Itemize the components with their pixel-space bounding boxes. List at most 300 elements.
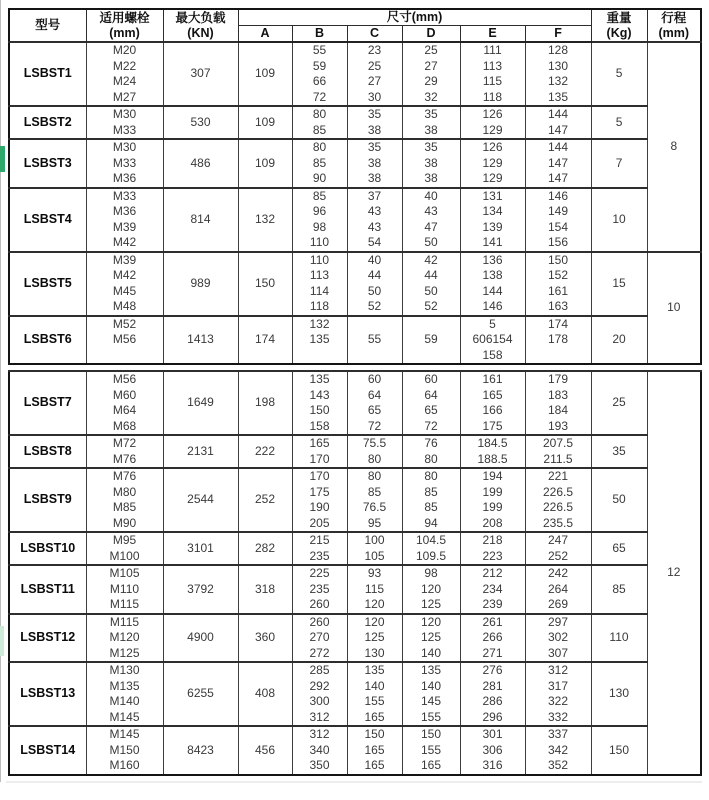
cell-line: 260 xyxy=(309,597,330,611)
cell-line: 165 xyxy=(482,387,503,402)
dim-a-cell xyxy=(238,468,292,532)
cell-line: M42 xyxy=(112,235,137,249)
dim-d-cell xyxy=(402,316,460,365)
cell-line: 165 xyxy=(420,758,442,772)
cell-line: 136 xyxy=(482,252,503,267)
cell-line: 50 xyxy=(367,283,382,298)
cell-line: 989 xyxy=(190,275,211,290)
dim-c-cell xyxy=(347,252,402,316)
cell-line: 149 xyxy=(548,204,569,218)
weight-cell xyxy=(591,662,647,726)
cell-line: 6255 xyxy=(187,686,214,701)
cell-line: 135 xyxy=(309,332,330,346)
cell-line: LSBST3 xyxy=(23,155,72,170)
cell-line: 132 xyxy=(254,211,276,226)
cell-line: 252 xyxy=(254,492,276,507)
table-row xyxy=(9,435,701,468)
dim-e-cell xyxy=(460,188,525,252)
dim-c-cell xyxy=(347,614,402,663)
cell-line: M33 xyxy=(112,122,137,137)
cell-line: 234 xyxy=(482,581,503,596)
cell-line: M68 xyxy=(112,418,137,433)
cell-line: 235 xyxy=(309,581,330,596)
cell-line: 155 xyxy=(420,742,442,757)
cell-line: 135 xyxy=(364,663,385,677)
dim-f-cell xyxy=(525,316,591,365)
window-edge-line xyxy=(0,0,1,782)
cell-line: 194 xyxy=(482,469,503,483)
cell-line: 486 xyxy=(190,155,211,170)
cell-line: 179 xyxy=(547,372,569,386)
dim-f-cell xyxy=(525,614,591,663)
model-cell xyxy=(9,532,86,565)
cell-line: 252 xyxy=(547,548,569,563)
cell-line: M135 xyxy=(109,678,140,693)
cell-line: 120 xyxy=(364,614,385,629)
cell-line: 235.5 xyxy=(542,515,574,530)
cell-line: 113 xyxy=(309,268,330,282)
cell-line: 183 xyxy=(547,387,569,402)
dim-a-cell xyxy=(238,435,292,468)
col-header-load-unit: (KN) xyxy=(187,25,214,40)
cell-line: 64 xyxy=(424,387,438,402)
load-cell xyxy=(163,435,238,468)
cell-line: 312 xyxy=(547,663,569,677)
dim-a-cell xyxy=(238,726,292,775)
cell-line: LSBST12 xyxy=(20,630,76,644)
cell-line: 3792 xyxy=(187,581,214,596)
cell-line: 110 xyxy=(309,235,330,249)
cell-line: 140 xyxy=(420,645,442,660)
cell-line: 38 xyxy=(367,155,382,170)
cell-line: 175 xyxy=(482,418,503,433)
cell-line: 155 xyxy=(364,694,385,708)
cell-line: M140 xyxy=(109,694,140,708)
cell-line: 163 xyxy=(548,299,569,313)
cell-line: 80 xyxy=(424,469,438,483)
dim-c-cell xyxy=(347,139,402,188)
cell-line: 59 xyxy=(424,332,438,346)
cell-line: 226.5 xyxy=(542,500,574,514)
cell-line: 44 xyxy=(367,268,382,282)
cell-line: LSBST13 xyxy=(20,686,76,701)
model-cell xyxy=(9,371,86,435)
cell-line: 235 xyxy=(309,548,330,563)
table-row xyxy=(9,371,701,435)
cell-line: 109.5 xyxy=(415,548,447,563)
cell-line: 215 xyxy=(309,533,330,547)
cell-line: 80 xyxy=(312,140,327,154)
cell-line: 52 xyxy=(424,299,438,313)
spec-table-wrapper xyxy=(8,8,700,776)
cell-line: 360 xyxy=(254,630,276,644)
load-cell xyxy=(163,316,238,365)
cell-line: 72 xyxy=(312,89,327,104)
bolt-cell xyxy=(86,371,163,435)
weight-cell xyxy=(591,316,647,365)
cell-line: 272 xyxy=(309,645,330,660)
cell-line: 166 xyxy=(482,403,503,417)
cell-line: 165 xyxy=(364,742,385,757)
cell-line: 96 xyxy=(312,204,327,218)
cell-line: 32 xyxy=(424,89,438,104)
cell-line: 129 xyxy=(482,155,503,170)
cell-line: 5 xyxy=(489,316,496,331)
cell-line: 52 xyxy=(367,299,382,313)
dim-e-cell xyxy=(460,565,525,614)
dim-a-cell xyxy=(238,565,292,614)
cell-line: 93 xyxy=(367,566,382,580)
col-header-stroke-label: 行程 xyxy=(661,10,687,25)
model-cell xyxy=(9,468,86,532)
bolt-cell xyxy=(86,188,163,252)
dim-d-cell xyxy=(402,662,460,726)
cell-line: 281 xyxy=(482,678,503,693)
cell-line: LSBST8 xyxy=(23,443,72,458)
cell-line: 132 xyxy=(548,74,569,88)
cell-line: 270 xyxy=(309,630,330,644)
cell-line: LSBST11 xyxy=(20,581,75,596)
cell-line: 146 xyxy=(482,299,503,313)
cell-line: 211.5 xyxy=(543,451,573,466)
cell-line: 38 xyxy=(424,155,438,170)
cell-line: 125 xyxy=(364,630,385,644)
cell-line: 129 xyxy=(482,171,503,185)
cell-line: 261 xyxy=(482,614,503,629)
cell-line: 198 xyxy=(254,395,276,410)
bolt-cell xyxy=(86,726,163,775)
cell-line: 25 xyxy=(367,58,382,73)
cell-line: LSBST4 xyxy=(23,211,72,226)
cell-line: 150 xyxy=(548,252,569,267)
table-row xyxy=(9,468,701,532)
cell-line: 282 xyxy=(254,540,276,555)
cell-line: 109 xyxy=(254,66,276,81)
cell-line: 114 xyxy=(309,283,330,298)
dim-f-cell xyxy=(525,565,591,614)
cell-line: 125 xyxy=(420,630,442,644)
cell-line: 85 xyxy=(424,500,438,514)
cell-line: M22 xyxy=(112,58,137,73)
col-header-model xyxy=(9,9,86,42)
cell-line: M64 xyxy=(112,403,137,417)
table-header xyxy=(9,9,701,42)
cell-line: 352 xyxy=(547,758,569,772)
cell-line: 54 xyxy=(367,235,382,249)
cell-line: 50 xyxy=(424,283,438,298)
dim-a-cell xyxy=(238,532,292,565)
cell-line: M120 xyxy=(109,630,140,644)
cell-line: 175 xyxy=(309,484,330,499)
cell-line: M115 xyxy=(109,614,140,629)
cell-line: 218 xyxy=(482,533,503,547)
model-cell xyxy=(9,565,86,614)
table-body-section-1 xyxy=(9,42,701,364)
row-highlight-marker-light-green xyxy=(0,626,4,656)
bolt-cell xyxy=(86,662,163,726)
cell-line: M145 xyxy=(109,709,140,724)
col-header-dim-a: A xyxy=(238,26,292,43)
weight-cell xyxy=(591,614,647,663)
dim-c-cell xyxy=(347,435,402,468)
cell-line: 1413 xyxy=(187,332,214,346)
cell-line: 222 xyxy=(254,443,276,458)
cell-line: 155 xyxy=(420,709,442,724)
cell-line: 135 xyxy=(309,372,330,386)
dim-d-cell xyxy=(402,468,460,532)
dim-e-cell xyxy=(460,614,525,663)
cell-line xyxy=(348,317,402,333)
cell-line: 5 xyxy=(615,114,623,129)
cell-line: 150 xyxy=(608,742,630,757)
cell-line: M30 xyxy=(112,107,137,121)
cell-line: 165 xyxy=(364,709,385,724)
dim-a-cell xyxy=(238,188,292,252)
load-cell xyxy=(163,371,238,435)
cell-line: M39 xyxy=(112,219,137,234)
weight-cell xyxy=(591,468,647,532)
cell-line: 269 xyxy=(547,597,569,611)
cell-line: 85 xyxy=(312,122,327,137)
cell-line: 135 xyxy=(420,663,442,677)
cell-line: 150 xyxy=(309,403,330,417)
cell-line: 120 xyxy=(364,597,385,611)
cell-line: 118 xyxy=(309,299,330,313)
dim-c-cell xyxy=(347,106,402,139)
cell-line: 60 xyxy=(424,372,438,386)
cell-line: 109 xyxy=(254,114,276,129)
cell-line: 276 xyxy=(482,663,503,677)
cell-line: M36 xyxy=(112,204,137,218)
dim-a-cell xyxy=(238,371,292,435)
dim-e-cell xyxy=(460,252,525,316)
cell-line: 115 xyxy=(482,74,503,88)
cell-line: 266 xyxy=(482,630,503,644)
cell-line: 154 xyxy=(548,219,569,234)
cell-line: 76 xyxy=(424,436,438,450)
cell-line: 40 xyxy=(424,188,438,203)
cell-line: 15 xyxy=(612,275,626,290)
cell-line: 306 xyxy=(482,742,503,757)
spec-table-section-1 xyxy=(8,8,702,365)
dim-f-cell xyxy=(525,662,591,726)
cell-line: 118 xyxy=(482,89,503,104)
table-row xyxy=(9,252,701,316)
cell-line: 264 xyxy=(547,581,569,596)
dim-e-cell xyxy=(460,106,525,139)
cell-line: 141 xyxy=(482,235,503,249)
table-row xyxy=(9,532,701,565)
cell-line: LSBST7 xyxy=(23,395,72,410)
cell-line: LSBST2 xyxy=(23,114,72,129)
cell-line: 126 xyxy=(482,140,503,154)
bolt-cell xyxy=(86,435,163,468)
cell-line: 12 xyxy=(667,565,681,579)
cell-line xyxy=(403,317,460,333)
dim-c-cell xyxy=(347,662,402,726)
cell-line: 316 xyxy=(482,758,503,772)
cell-line: 130 xyxy=(364,645,385,660)
load-cell xyxy=(163,188,238,252)
cell-line: 147 xyxy=(548,155,569,170)
cell-line: 296 xyxy=(482,709,503,724)
dim-c-cell xyxy=(347,726,402,775)
dim-d-cell xyxy=(402,435,460,468)
dim-c-cell xyxy=(347,371,402,435)
model-cell xyxy=(9,42,86,106)
cell-line: 150 xyxy=(254,275,276,290)
cell-line: M160 xyxy=(109,758,140,772)
weight-cell xyxy=(591,139,647,188)
dim-e-cell xyxy=(460,139,525,188)
table-row xyxy=(9,316,701,365)
cell-line: 150 xyxy=(364,727,385,741)
cell-line: 150 xyxy=(420,727,442,741)
dim-e-cell xyxy=(460,435,525,468)
cell-line xyxy=(293,348,347,364)
cell-line: 110 xyxy=(609,630,629,644)
cell-line: 199 xyxy=(482,484,503,499)
header-row-1 xyxy=(9,9,701,26)
cell-line: 226.5 xyxy=(542,484,574,499)
cell-line: 408 xyxy=(254,686,276,701)
dim-b-cell xyxy=(292,532,347,565)
dim-b-cell xyxy=(292,42,347,106)
cell-line: M90 xyxy=(112,515,137,530)
model-cell xyxy=(9,316,86,365)
dim-b-cell xyxy=(292,188,347,252)
cell-line: 456 xyxy=(254,742,276,757)
dim-d-cell xyxy=(402,726,460,775)
dim-d-cell xyxy=(402,565,460,614)
dim-f-cell xyxy=(525,371,591,435)
col-header-dim-d: D xyxy=(402,26,460,43)
cell-line: 318 xyxy=(254,581,276,596)
cell-line: 130 xyxy=(608,686,630,701)
dim-e-cell xyxy=(460,316,525,365)
cell-line: LSBST9 xyxy=(23,492,72,507)
dim-b-cell xyxy=(292,435,347,468)
cell-line: M20 xyxy=(112,43,137,57)
dim-c-cell xyxy=(347,532,402,565)
dim-e-cell xyxy=(460,371,525,435)
cell-line: 125 xyxy=(420,597,442,611)
table-row xyxy=(9,662,701,726)
cell-line: M30 xyxy=(112,140,137,154)
dim-f-cell xyxy=(525,435,591,468)
cell-line: 35 xyxy=(367,140,382,154)
cell-line: 8423 xyxy=(187,742,214,757)
spec-table-section-2 xyxy=(8,370,702,776)
dim-f-cell xyxy=(525,42,591,106)
cell-line: 174 xyxy=(548,316,569,331)
cell-line: 80 xyxy=(367,469,382,483)
cell-line: M150 xyxy=(109,742,140,757)
cell-line: 188.5 xyxy=(477,451,508,466)
cell-line: 55 xyxy=(312,43,327,57)
cell-line: M85 xyxy=(112,500,137,514)
cell-line: 38 xyxy=(367,171,382,185)
load-cell xyxy=(163,532,238,565)
cell-line: 165 xyxy=(364,758,385,772)
cell-line: M110 xyxy=(109,581,140,596)
col-header-load xyxy=(163,9,238,42)
dim-a-cell xyxy=(238,42,292,106)
bolt-cell xyxy=(86,139,163,188)
cell-line: 75.5 xyxy=(362,436,387,450)
cell-line: 72 xyxy=(424,418,438,433)
bolt-cell xyxy=(86,106,163,139)
cell-line: 139 xyxy=(482,219,503,234)
cell-line: 5 xyxy=(615,66,623,81)
cell-line: 302 xyxy=(547,630,569,644)
cell-line: 140 xyxy=(420,678,442,693)
dim-f-cell xyxy=(525,532,591,565)
cell-line: 247 xyxy=(547,533,569,547)
model-cell xyxy=(9,252,86,316)
cell-line: 23 xyxy=(367,43,382,57)
cell-line: 143 xyxy=(309,387,330,402)
cell-line: 161 xyxy=(482,372,503,386)
cell-line: 301 xyxy=(482,727,503,741)
cell-line xyxy=(403,348,460,364)
cell-line: 144 xyxy=(482,283,503,298)
cell-line: 113 xyxy=(482,58,503,73)
cell-line: 50 xyxy=(612,492,626,507)
cell-line: 76.5 xyxy=(362,500,387,514)
cell-line: 85 xyxy=(424,484,438,499)
col-header-dim-b: B xyxy=(292,26,347,43)
cell-line: LSBST6 xyxy=(23,332,72,346)
cell-line: 110 xyxy=(309,252,330,267)
cell-line: 60 xyxy=(367,372,382,386)
dim-f-cell xyxy=(525,252,591,316)
cell-line: M56 xyxy=(112,332,137,346)
cell-line: 814 xyxy=(190,211,211,226)
cell-line: M100 xyxy=(109,548,140,563)
cell-line: 40 xyxy=(367,252,382,267)
weight-cell xyxy=(591,726,647,775)
weight-cell xyxy=(591,532,647,565)
load-cell xyxy=(163,614,238,663)
cell-line: 140 xyxy=(364,678,385,693)
dim-c-cell xyxy=(347,316,402,365)
cell-line: 199 xyxy=(482,500,503,514)
cell-line: 128 xyxy=(548,43,569,57)
cell-line: 156 xyxy=(548,235,569,249)
cell-line: 80 xyxy=(367,451,382,466)
cell-line: 170 xyxy=(309,451,330,466)
cell-line: 100 xyxy=(364,533,385,547)
cell-line: M95 xyxy=(112,533,137,547)
cell-line: 104.5 xyxy=(415,533,447,547)
weight-cell xyxy=(591,188,647,252)
cell-line: M76 xyxy=(112,451,137,466)
weight-cell xyxy=(591,371,647,435)
cell-line: 340 xyxy=(309,742,330,757)
dim-d-cell xyxy=(402,106,460,139)
load-cell xyxy=(163,42,238,106)
weight-cell xyxy=(591,565,647,614)
dim-a-cell xyxy=(238,662,292,726)
dim-b-cell xyxy=(292,316,347,365)
cell-line: 138 xyxy=(482,268,503,282)
cell-line: M52 xyxy=(112,316,137,331)
cell-line: 38 xyxy=(367,122,382,137)
cell-line: 85 xyxy=(312,155,327,170)
table-body-section-2 xyxy=(9,371,701,775)
cell-line: 37 xyxy=(367,188,382,203)
